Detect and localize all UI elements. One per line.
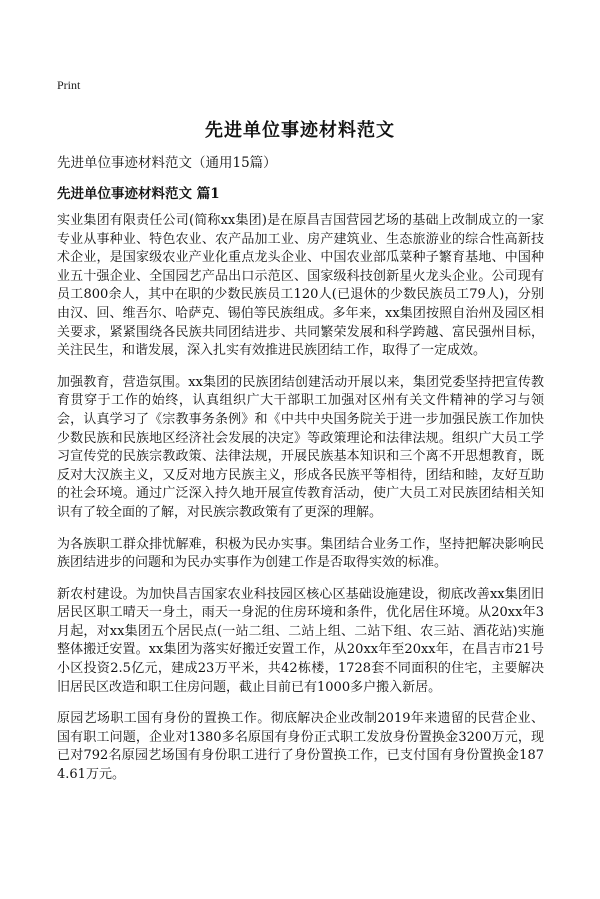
print-link[interactable]: Print <box>57 78 81 92</box>
paragraph-4: 新农村建设。为加快昌吉国家农业科技园区核心区基础设施建设，彻底改善xx集团旧居民区职工晴天一身土，雨天一身泥的住房环境和条件，优化居住环境。从20xx年3月起，对xx集团五个居民点(一站二组、二站上组、二站下组、农三站、酒花站)实施整体搬迁安置。xx集团为落实好搬迁安置工作，从20xx年至20xx年，在昌吉市21号小区投资2.5亿元，建成23万平米，共42栋楼，1728套不同面积的住宅，主要解决旧居民区改造和职工住房问题，截止目前已有1000多户搬入新居。 <box>57 586 544 695</box>
document-body <box>57 212 544 798</box>
document-subtitle: 先进单位事迹材料范文（通用15篇） <box>57 155 277 171</box>
paragraph-2: 加强教育，营造氛围。xx集团的民族团结创建活动开展以来，集团党委坚持把宣传教育贯穿于工作的始终，认真组织广大干部职工加强对区州有关文件精神的学习与领会，认真学习了《宗教事务条例》和《中共中央国务院关于进一步加强民族工作加快少数民族和民族地区经济社会发展的决定》等政策理论和法律法规。组织广大员工学习宣传党的民族宗教政策、法律法规，开展民族基本知识和三个离不开思想教育，既反对大汉族主义，又反对地方民族主义，形成各民族平等相待，团结和睦，友好互助的社会环境。通过广泛深入持久地开展宣传教育活动，使广大员工对民族团结相关知识有了较全面的了解，对民族宗教政策有了更深的理解。 <box>57 374 544 520</box>
paragraph-5: 原园艺场职工国有身份的置换工作。彻底解决企业改制2019年来遗留的民营企业、国有职工问题，企业对1380多名原国有身份正式职工发放身份置换金3200万元，现已对792名原园艺场国有身份职工进行了身份置换工作，已支付国有身份置换金1874.61万元。 <box>57 711 544 783</box>
paragraph-1: 实业集团有限责任公司(简称xx集团)是在原昌吉国营园艺场的基础上改制成立的一家专业从事种业、特色农业、农产品加工业、房产建筑业、生态旅游业的综合性高新技术企业，是国家级农业产业化重点龙头企业、中国农业部瓜菜种子繁育基地、中国种业五十强企业、全国园艺产品出口示范区、国家级科技创新星火龙头企业。公司现有员工800余人，其中在职的少数民族员工120人(已退休的少数民族员工79人)，分别由汉、回、维吾尔、哈萨克、锡伯等民族组成。多年来，xx集团按照自治州及园区相关要求，紧紧围绕各民族共同团结进步、共同繁荣发展和科学跨越、富民强州目标，关注民生，和谐发展，深入扎实有效推进民族团结工作，取得了一定成效。 <box>57 213 544 359</box>
document-title: 先进单位事迹材料范文 <box>205 120 395 141</box>
paragraph-3: 为各族职工群众排忧解难，积极为民办实事。集团结合业务工作，坚持把解决影响民族团结进步的问题和为民办实事作为创建工作是否取得实效的标准。 <box>57 536 544 571</box>
section-heading: 先进单位事迹材料范文 篇1 <box>57 186 220 202</box>
